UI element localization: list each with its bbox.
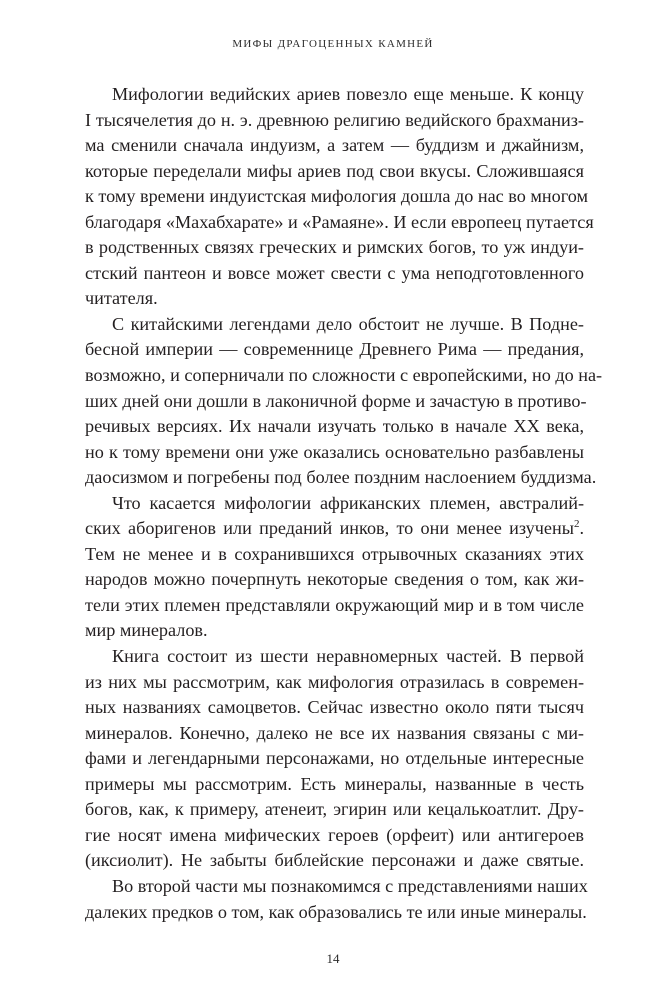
paragraph <box>85 82 594 312</box>
paragraph <box>85 491 584 644</box>
text-line: стский пантеон и вовсе может свести с ума неподготовленного <box>85 262 584 283</box>
text-line: гие носят имена мифических героев (орфеит) или антигероев <box>85 824 584 845</box>
text-line: народов можно почерпнуть некоторые сведения о том, как жи- <box>85 569 584 590</box>
text-line: мир минералов. <box>85 620 208 641</box>
footnote-marker[interactable]: 2 <box>573 518 580 531</box>
paragraph <box>85 312 603 491</box>
text-line: благодаря «Махабхарате» и «Рамаяне». И если европеец путается <box>85 211 594 232</box>
text-line: Во второй части мы познакомимся с представлениями наших <box>112 875 588 896</box>
text-line: минералов. Конечно, далеко не все их названия связаны с ми- <box>85 722 584 743</box>
text-line: из них мы рассмотрим, как мифология отразилась в современ- <box>85 671 584 692</box>
text-line: но к тому времени они уже оказались основательно разбавлены <box>85 441 584 462</box>
text-line: примеры мы рассмотрим. Есть минералы, названные в честь <box>85 773 584 794</box>
text-line: богов, как, к примеру, атенеит, эгирин или кецалькоатлит. Дру- <box>85 799 584 820</box>
text-line: речивых версиях. Их начали изучать только в начале XX века, <box>85 416 584 437</box>
footnote-trailing-punctuation: . <box>579 518 584 539</box>
text-line: далеких предков о том, как образовались те или иные минералы. <box>85 901 587 922</box>
text-line: ных названиях самоцветов. Сейчас известно около пяти тысяч <box>85 697 584 718</box>
paragraph <box>85 644 584 874</box>
text-line: ших дней они дошли в лаконичной форме и зачастую в противо- <box>85 390 587 411</box>
text-line-content: ских аборигенов или преданий инков, то они менее изучены <box>85 518 574 539</box>
text-line: возможно, и соперничали по сложности с европейскими, но до на- <box>85 365 603 386</box>
paragraph <box>85 874 588 925</box>
text-line: фами и легендарными персонажами, но отдельные интересные <box>85 748 584 769</box>
text-line: тели этих племен представляли окружающий мир и в том числе <box>85 594 584 615</box>
text-line: (иксиолит). Не забыты библейские персонажи и даже святые. <box>85 850 584 871</box>
text-line: даосизмом и погребены под более поздним наслоением буддизма. <box>85 467 597 488</box>
text-line: Книга состоит из шести неравномерных частей. В первой <box>112 646 584 667</box>
text-line: Мифологии ведийских ариев повезло еще меньше. К концу <box>112 84 584 104</box>
text-line: бесной империи — современнице Древнего Рима — предания, <box>85 339 584 360</box>
text-line: I тысячелетия до н. э. древнюю религию ведийского брахманиз- <box>85 109 584 130</box>
running-head: МИФЫ ДРАГОЦЕННЫХ КАМНЕЙ <box>232 38 434 50</box>
text-line: в родственных связях греческих и римских богов, то уж индуи- <box>85 237 584 258</box>
text-line: которые переделали мифы ариев под свои вкусы. Сложившаяся <box>85 160 584 181</box>
body-text <box>85 82 603 925</box>
text-line: Тем не менее и в сохранившихся отрывочных сказаниях этих <box>85 543 584 564</box>
text-line <box>85 516 584 542</box>
text-line: С китайскими легендами дело обстоит не лучше. В Подне- <box>112 313 584 334</box>
text-line: читателя. <box>85 288 158 309</box>
text-line: к тому времени индуистская мифология дошла до нас во многом <box>85 186 588 207</box>
text-line: Что касается мифологии африканских племен, австралий- <box>112 492 584 513</box>
page-number: 14 <box>326 951 340 966</box>
text-line: ма сменили сначала индуизм, а затем — буддизм и джайнизм, <box>85 135 584 156</box>
